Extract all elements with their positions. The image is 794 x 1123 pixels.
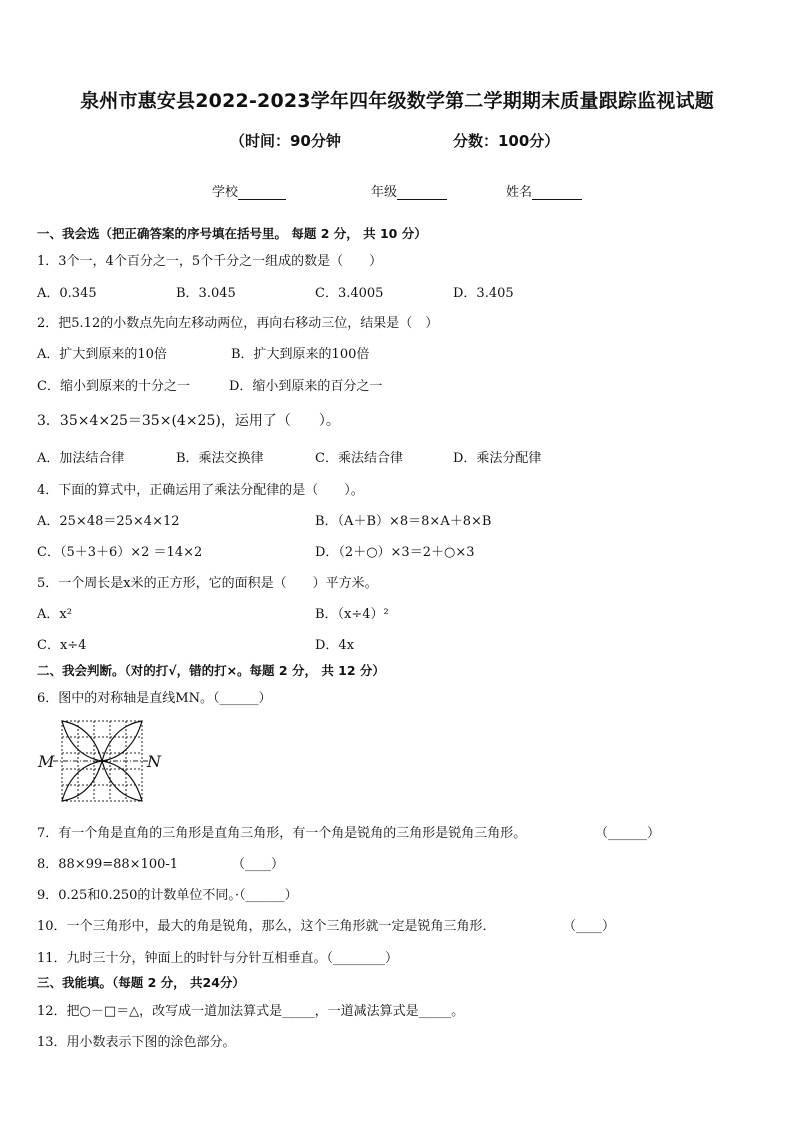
time-label: （时间：90分钟	[230, 132, 341, 150]
q3-option-d[interactable]: D．乘法分配律	[453, 451, 542, 466]
q2-option-b[interactable]: B．扩大到原来的100倍	[231, 347, 370, 362]
grade-blank[interactable]	[397, 185, 447, 200]
q8-answer-blank[interactable]: （____）	[232, 857, 285, 872]
q4-stem: 4．下面的算式中，正确运用了乘法分配律的是（ ）。	[37, 483, 364, 498]
q7-answer-blank[interactable]: （______）	[595, 826, 661, 841]
q4-option-a[interactable]: A．25×48＝25×4×12	[37, 514, 180, 529]
q1-option-d[interactable]: D．3.405	[453, 286, 514, 301]
school-field	[212, 181, 286, 200]
symmetry-figure-svg	[37, 718, 167, 804]
label-n: N	[147, 752, 161, 771]
q3-option-c[interactable]: C．乘法结合律	[315, 451, 403, 466]
q10-answer-blank[interactable]: （____）	[563, 919, 616, 934]
section1-heading: 一、我会选（把正确答案的序号填在括号里。 每题 2 分， 共 10 分）	[37, 226, 427, 241]
q1-option-c[interactable]: C．3.4005	[315, 286, 384, 301]
q8-stem: 8．88×99=88×100-1	[37, 857, 179, 872]
grade-label: 年级	[371, 185, 398, 200]
q6-stem: 6．图中的对称轴是直线MN。（______）	[37, 691, 272, 706]
q1-stem: 1．3个一，4个百分之一，5个千分之一组成的数是（ ）	[37, 254, 383, 269]
q5-option-d[interactable]: D．4x	[315, 638, 355, 653]
q10-stem: 10．一个三角形中，最大的角是锐角，那么，这个三角形就一定是锐角三角形．	[37, 919, 496, 934]
q13-stem: 13．用小数表示下图的涂色部分。	[37, 1035, 236, 1050]
q1-option-a[interactable]: A．0.345	[37, 286, 97, 301]
q5-option-b[interactable]: B．（x÷4）²	[315, 607, 389, 622]
q2-option-d[interactable]: D．缩小到原来的百分之一	[229, 379, 383, 394]
q3-stem: 3．35×4×25＝35×(4×25)，运用了（ ）。	[37, 413, 340, 429]
symmetry-figure	[37, 718, 167, 804]
q5-stem: 5．一个周长是x米的正方形，它的面积是（ ）平方米。	[37, 576, 378, 591]
q2-option-a[interactable]: A．扩大到原来的10倍	[37, 347, 167, 362]
grade-field	[371, 181, 447, 200]
name-blank[interactable]	[532, 185, 582, 200]
q7-stem: 7．有一个角是直角的三角形是直角三角形，有一个角是锐角的三角形是锐角三角形。	[37, 826, 527, 841]
q3-option-a[interactable]: A．加法结合律	[37, 451, 125, 466]
section2-heading: 二、我会判断。（对的打√，错的打×。每题 2 分， 共 12 分）	[37, 663, 385, 678]
name-label: 姓名	[506, 185, 533, 200]
q5-option-a[interactable]: A．x²	[37, 607, 72, 622]
name-field	[506, 181, 582, 200]
score-label: 分数：100分）	[453, 132, 560, 150]
q9-stem: 9．0.25和0.250的计数单位不同。·（______）	[37, 888, 298, 903]
q11-stem: 11．九时三十分，钟面上的时针与分针互相垂直。（________）	[37, 951, 399, 966]
q4-option-c[interactable]: C．（5＋3＋6）×2 ＝14×2	[37, 545, 203, 560]
q2-option-c[interactable]: C．缩小到原来的十分之一	[37, 379, 190, 394]
q4-option-d[interactable]: D．（2＋○）×3＝2＋○×3	[315, 545, 475, 560]
q2-stem: 2．把5.12的小数点先向左移动两位，再向右移动三位，结果是（ ）	[37, 316, 439, 331]
q3-option-b[interactable]: B．乘法交换律	[176, 451, 264, 466]
label-m: M	[38, 752, 55, 771]
q12-stem: 12．把○－□＝△，改写成一道加法算式是_____，一道减法算式是_____。	[37, 1004, 465, 1019]
school-label: 学校	[212, 185, 239, 200]
q5-option-c[interactable]: C．x÷4	[37, 638, 87, 653]
page-title: 泉州市惠安县2022-2023学年四年级数学第二学期期末质量跟踪监视试题	[80, 90, 714, 112]
q4-option-b[interactable]: B．（A＋B）×8＝8×A＋8×B	[315, 514, 492, 529]
section3-heading: 三、我能填。（每题 2 分， 共24分）	[37, 975, 245, 990]
q1-option-b[interactable]: B．3.045	[176, 286, 236, 301]
school-blank[interactable]	[238, 185, 286, 200]
